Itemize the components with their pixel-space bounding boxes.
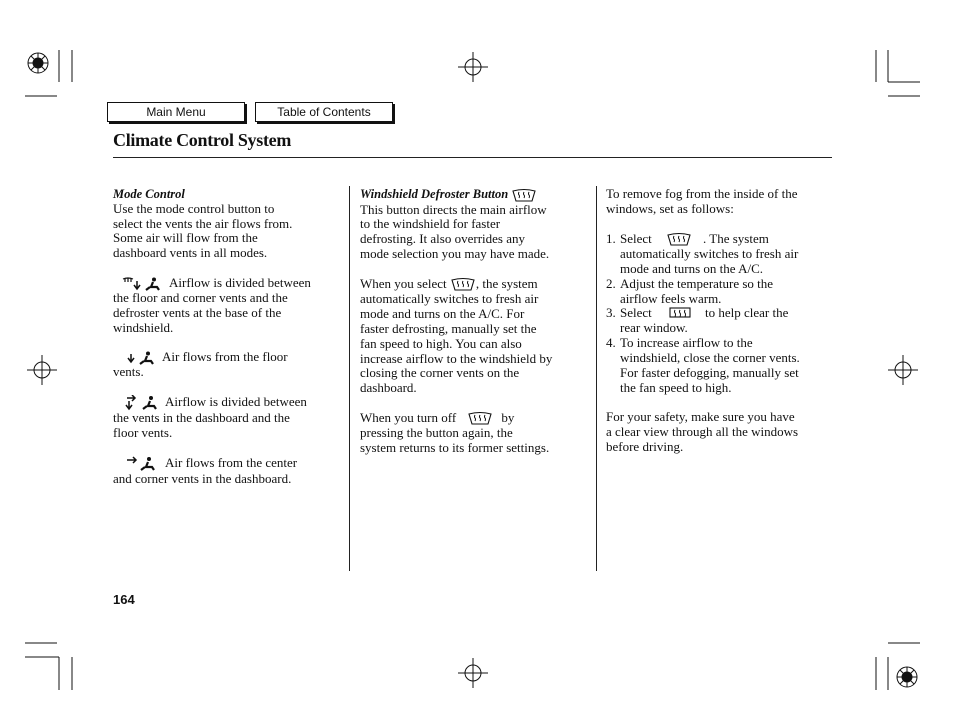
column-divider — [596, 186, 597, 571]
text-line: the floor and corner vents and the — [113, 290, 288, 305]
defog-column — [606, 187, 836, 455]
text-line: When you select — [360, 275, 447, 291]
text-line: system returns to its former settings. — [360, 440, 550, 456]
bi-level-mode-icon — [125, 395, 161, 411]
text-line: defroster vents at the base of the — [113, 304, 282, 320]
text-line: the vents in the dashboard and the — [113, 410, 290, 426]
text-line: a clear view through all the windows — [606, 424, 799, 440]
text-line: To remove fog from the inside of the — [606, 186, 798, 201]
text-line: Airflow is divided between — [169, 274, 311, 290]
text-line: fan speed to high. You can also — [360, 335, 522, 351]
column-divider — [349, 186, 350, 571]
page-title: Climate Control System — [113, 130, 292, 150]
step-number: 4. — [606, 335, 616, 351]
text-line: to help clear the — [705, 305, 789, 321]
text-line: For your safety, make sure you have — [606, 409, 795, 425]
windshield-defrost-icon — [465, 411, 495, 426]
text-line: dashboard. — [360, 380, 417, 396]
windshield-defrost-icon — [511, 188, 537, 203]
text-line: To increase airflow to the — [620, 335, 753, 351]
table-of-contents-button[interactable]: Table of Contents — [255, 102, 393, 122]
floor-defrost-mode-icon — [121, 277, 165, 291]
vent-mode-icon — [125, 456, 159, 472]
text-line: automatically switches to fresh air — [620, 246, 799, 262]
step-number: 1. — [606, 230, 616, 246]
text-line: mode and turns on the A/C. For — [360, 306, 525, 322]
text-line: windshield, close the corner vents. — [620, 349, 800, 365]
text-line: This button directs the main airflow — [360, 201, 547, 217]
text-line: increase airflow to the windshield by — [360, 350, 553, 366]
defroster-heading-text: Windshield Defroster Button — [360, 187, 509, 201]
text-line: defrosting. It also overrides any — [360, 231, 525, 247]
mode-control-heading: Mode Control — [113, 187, 185, 201]
step-number: 3. — [606, 305, 616, 321]
text-line: For faster defogging, manually set — [620, 364, 799, 380]
text-line: to the windshield for faster — [360, 216, 501, 232]
text-line: vents. — [113, 364, 144, 380]
text-line: windshield. — [113, 319, 174, 335]
text-line: mode selection you may have made. — [360, 246, 550, 262]
text-line: and corner vents in the dashboard. — [113, 470, 292, 486]
text-line: floor vents. — [113, 425, 173, 441]
defroster-column — [360, 187, 592, 456]
text-line: Use the mode control button to — [113, 200, 275, 216]
text-line: windows, set as follows: — [606, 200, 734, 216]
text-line: the fan speed to high. — [620, 379, 732, 395]
text-line: Some air will flow from the — [113, 230, 258, 246]
text-line: rear window. — [620, 320, 688, 336]
text-line: Select — [620, 230, 652, 246]
text-line: Airflow is divided between — [165, 394, 307, 410]
text-line: Air flows from the floor — [162, 349, 288, 365]
text-line: automatically switches to fresh air — [360, 291, 539, 307]
floor-mode-icon — [127, 351, 157, 365]
text-line: Adjust the temperature so the — [620, 275, 774, 291]
text-line: mode and turns on the A/C. — [620, 260, 763, 276]
rear-defrost-icon — [669, 307, 691, 321]
text-line: by — [501, 409, 515, 425]
defroster-heading — [360, 187, 592, 203]
page-number: 164 — [113, 592, 135, 607]
text-line: Select — [620, 305, 652, 321]
windshield-defrost-icon — [665, 232, 693, 247]
text-line: Air flows from the center — [165, 454, 298, 470]
text-line: dashboard vents in all modes. — [113, 245, 268, 261]
text-line: When you turn off — [360, 409, 457, 425]
main-menu-button[interactable]: Main Menu — [107, 102, 245, 122]
windshield-defrost-icon — [450, 277, 476, 292]
text-line: , the system — [475, 275, 538, 291]
text-line: faster defrosting, manually set the — [360, 320, 537, 336]
mode-control-column — [113, 187, 343, 487]
title-rule — [113, 157, 832, 158]
text-line: . The system — [703, 230, 769, 246]
text-line: closing the corner vents on the — [360, 365, 520, 381]
text-line: before driving. — [606, 438, 684, 454]
step-number: 2. — [606, 275, 616, 291]
text-line: pressing the button again, the — [360, 425, 513, 441]
text-line: airflow feels warm. — [620, 290, 722, 306]
text-line: select the vents the air flows from. — [113, 215, 293, 231]
